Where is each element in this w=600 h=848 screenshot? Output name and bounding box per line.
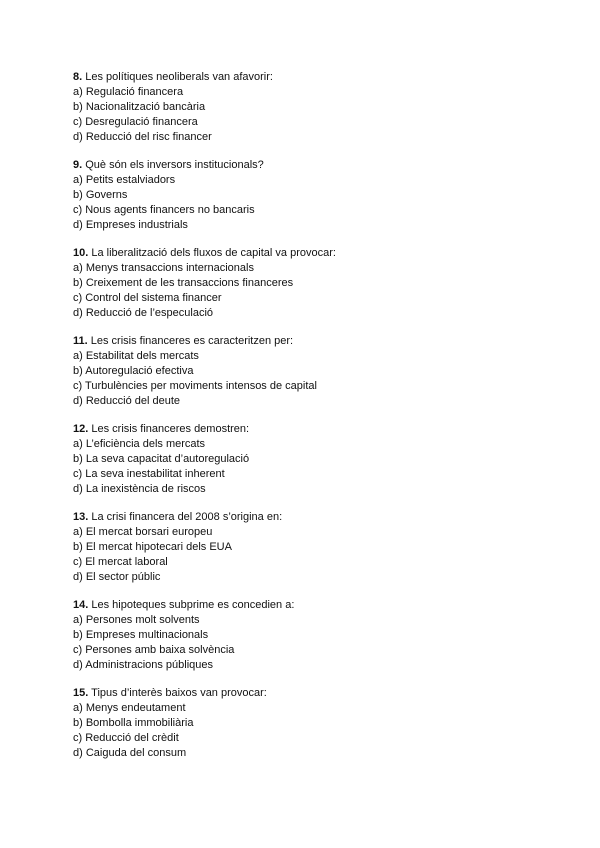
question-11	[73, 334, 573, 409]
option-a: a) Menys transaccions internacionals	[73, 262, 254, 274]
option-b: b) La seva capacitat d’autoregulació	[73, 453, 250, 465]
option-c: c) Reducció del crèdit	[73, 732, 179, 744]
option-d: d) La inexistència de riscos	[73, 483, 206, 495]
question-text: Les hipoteques subprime es concedien a:	[91, 599, 295, 611]
option-d: d) Reducció del deute	[73, 395, 181, 407]
question-text: Tipus d’interès baixos van provocar:	[91, 687, 267, 699]
option-a: a) Menys endeutament	[73, 702, 186, 714]
option-a: a) El mercat borsari europeu	[73, 526, 213, 538]
option-b: b) Nacionalització bancària	[73, 101, 206, 113]
question-title	[73, 598, 573, 613]
option-b: b) Creixement de les transaccions financeres	[73, 277, 294, 289]
option-c: c) El mercat laboral	[73, 556, 168, 568]
question-8	[73, 70, 573, 145]
question-9	[73, 158, 573, 233]
option-a: a) Persones molt solvents	[73, 614, 200, 626]
question-title	[73, 70, 573, 85]
option-a: a) Regulació financera	[73, 86, 184, 98]
question-number: 12.	[73, 423, 89, 435]
option-b: b) Autoregulació efectiva	[73, 365, 194, 377]
question-text: Què són els inversors institucionals?	[85, 159, 264, 171]
question-number: 9.	[73, 159, 83, 171]
question-title	[73, 422, 573, 437]
option-b: b) Empreses multinacionals	[73, 629, 209, 641]
question-title	[73, 510, 573, 525]
question-12	[73, 422, 573, 497]
question-text: Les polítiques neoliberals van afavorir:	[85, 71, 273, 83]
question-14	[73, 598, 573, 673]
option-c: c) Persones amb baixa solvència	[73, 644, 235, 656]
question-text: La crisi financera del 2008 s’origina en:	[91, 511, 283, 523]
question-number: 15.	[73, 687, 89, 699]
option-d: d) Reducció de l’especulació	[73, 307, 214, 319]
question-title	[73, 334, 573, 349]
option-a: a) Estabilitat dels mercats	[73, 350, 199, 362]
option-b: b) Governs	[73, 189, 128, 201]
question-number: 14.	[73, 599, 89, 611]
option-a: a) Petits estalviadors	[73, 174, 176, 186]
option-a: a) L’eficiència dels mercats	[73, 438, 206, 450]
question-15	[73, 686, 573, 761]
question-number: 11.	[73, 335, 88, 347]
question-13	[73, 510, 573, 585]
question-title	[73, 158, 573, 173]
option-c: c) Turbulències per moviments intensos de capital	[73, 380, 317, 392]
option-d: d) El sector públic	[73, 571, 161, 583]
question-number: 13.	[73, 511, 89, 523]
question-title	[73, 686, 573, 701]
question-list	[73, 70, 573, 774]
question-text: Les crisis financeres es caracteritzen per:	[90, 335, 294, 347]
option-d: d) Administracions públiques	[73, 659, 214, 671]
option-d: d) Reducció del risc financer	[73, 131, 212, 143]
option-d: d) Empreses industrials	[73, 219, 188, 231]
option-b: b) Bombolla immobiliària	[73, 717, 194, 729]
option-c: c) Nous agents financers no bancaris	[73, 204, 255, 216]
question-text: Les crisis financeres demostren:	[91, 423, 250, 435]
option-c: c) Control del sistema financer	[73, 292, 222, 304]
option-c: c) Desregulació financera	[73, 116, 198, 128]
question-10	[73, 246, 573, 321]
option-c: c) La seva inestabilitat inherent	[73, 468, 225, 480]
question-text: La liberalització dels fluxos de capital va provocar:	[91, 247, 336, 259]
option-d: d) Caiguda del consum	[73, 747, 187, 759]
question-number: 8.	[73, 71, 83, 83]
question-number: 10.	[73, 247, 89, 259]
option-b: b) El mercat hipotecari dels EUA	[73, 541, 232, 553]
question-title	[73, 246, 573, 261]
